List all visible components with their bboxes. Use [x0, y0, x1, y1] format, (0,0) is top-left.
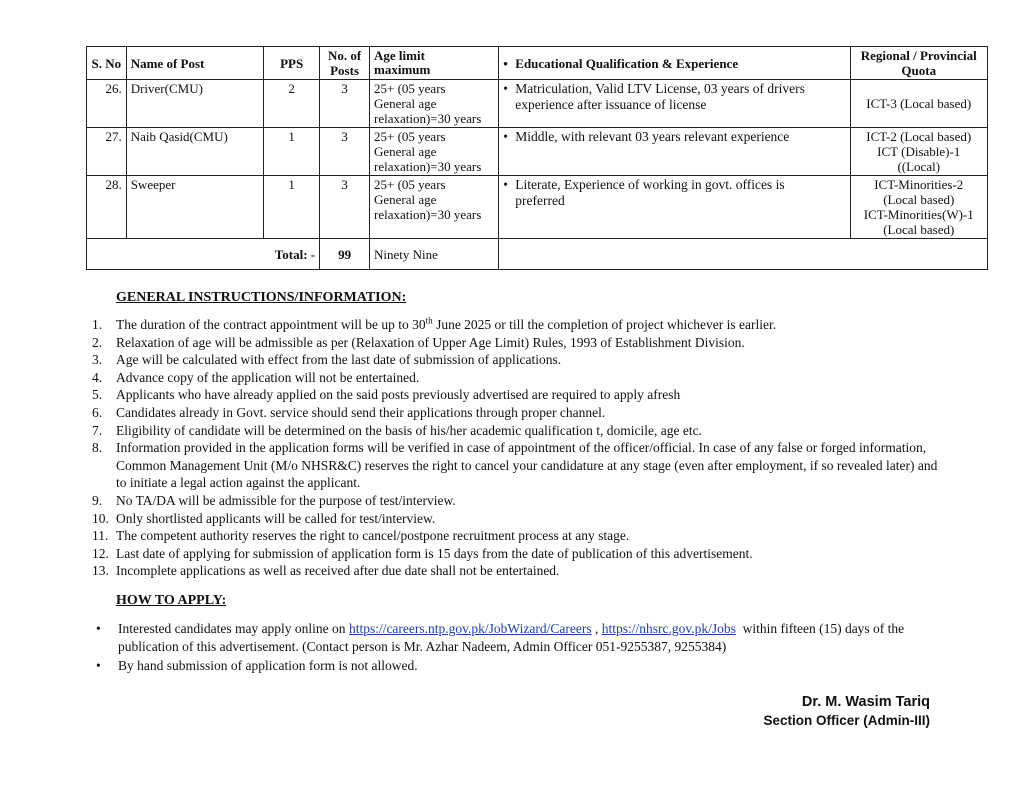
- list-item: [92, 439, 942, 492]
- item-text: By hand submission of application form is not allowed.: [118, 658, 418, 674]
- superscript: th: [425, 315, 433, 326]
- row-education: [499, 176, 850, 239]
- row-posts: 3: [320, 80, 370, 128]
- item-text: [118, 620, 946, 655]
- list-item: [92, 386, 942, 404]
- quota-line: ICT-Minorities(W)-1: [863, 207, 974, 222]
- how-to-apply-heading: HOW TO APPLY:: [116, 593, 227, 608]
- item-text-part: Interested candidates may apply online on: [118, 621, 346, 636]
- table-row: [87, 176, 988, 239]
- item-text-part: The duration of the contract appointment will be up to 30: [116, 317, 426, 332]
- list-item: [96, 620, 946, 655]
- item-number: 2.: [92, 334, 103, 350]
- age-line: 25+ (05 years: [374, 177, 446, 192]
- list-item: [92, 510, 942, 528]
- item-number: 7.: [92, 422, 103, 438]
- header-pps: PPS: [264, 47, 320, 80]
- row-posts: 3: [320, 128, 370, 176]
- row-pps: 1: [264, 176, 320, 239]
- item-text: Eligibility of candidate will be determined on the basis of his/her academic qualification t, domicile, age etc.: [116, 422, 702, 438]
- quota-line: ICT (Disable)-1: [877, 144, 961, 159]
- age-line: General age: [374, 96, 437, 111]
- item-text: Information provided in the application forms will be verified in case of appointment of the officer/official. In case of any false or forged information, Common Management Unit (M/o NHSR&C) reserves the right to cancel your candidature at any stage (even after employment, if so revealed later) and to initiate a legal action against the applicant.: [116, 440, 938, 491]
- education-text: Matriculation, Valid LTV License, 03 years of drivers experience after issuance of license: [515, 81, 805, 112]
- list-item: [92, 351, 942, 369]
- item-number: 12.: [92, 545, 109, 561]
- item-text: Last date of applying for submission of application form is 15 days from the date of publication of this advertisement.: [116, 545, 753, 561]
- age-line: General age: [374, 144, 437, 159]
- age-line: relaxation)=30 years: [374, 111, 482, 126]
- list-item: [92, 369, 942, 387]
- header-no-of-posts: No. of Posts: [320, 47, 370, 80]
- list-item: [92, 545, 942, 563]
- item-text: Applicants who have already applied on the said posts previously advertised are required to apply afresh: [116, 387, 681, 403]
- item-number: 5.: [92, 387, 103, 403]
- quota-line: (Local based): [883, 222, 955, 237]
- row-education: [499, 80, 850, 128]
- row-education: [499, 128, 850, 176]
- item-text: No TA/DA will be admissible for the purpose of test/interview.: [116, 492, 456, 508]
- item-number: 11.: [92, 528, 109, 544]
- row-quota: [850, 80, 987, 128]
- row-age: [370, 176, 499, 239]
- item-text: Advance copy of the application will not be entertained.: [116, 369, 420, 385]
- row-post-name: Driver(CMU): [126, 80, 263, 128]
- item-number: 1.: [92, 317, 103, 332]
- careers-ntp-link[interactable]: https://careers.ntp.gov.pk/JobWizard/Careers: [348, 621, 592, 636]
- row-age: [370, 128, 499, 176]
- quota-line: ICT-Minorities-2: [874, 177, 964, 192]
- row-post-name: Naib Qasid(CMU): [126, 128, 263, 176]
- age-line: 25+ (05 years: [374, 129, 446, 144]
- header-age-limit: [370, 47, 499, 80]
- list-item: [92, 422, 942, 440]
- row-quota: [850, 128, 987, 176]
- row-sno: 27.: [87, 128, 127, 176]
- quota-line: ICT-2 (Local based): [866, 129, 972, 144]
- total-label: Total: -: [87, 239, 320, 270]
- row-quota: [850, 176, 987, 239]
- item-text-part: June 2025 or till the completion of project whichever is earlier.: [432, 317, 777, 332]
- total-row: [87, 239, 988, 270]
- row-post-name: Sweeper: [126, 176, 263, 239]
- header-age-line1: Age limit: [374, 48, 425, 63]
- item-number: 8.: [92, 440, 103, 456]
- total-empty-cell: [499, 239, 988, 270]
- item-number: 13.: [92, 563, 109, 579]
- signatory-title: Section Officer (Admin-III): [763, 713, 930, 728]
- bullet-icon: •: [96, 621, 101, 636]
- header-age-line2: maximum: [374, 62, 431, 77]
- list-item: [92, 527, 942, 545]
- row-age: [370, 80, 499, 128]
- row-pps: 1: [264, 128, 320, 176]
- item-text: Age will be calculated with effect from the last date of submission of applications.: [116, 352, 562, 368]
- age-line: 25+ (05 years: [374, 81, 446, 96]
- item-number: 4.: [92, 369, 103, 385]
- header-name-of-post: Name of Post: [126, 47, 263, 80]
- quota-line: (Local based): [883, 192, 955, 207]
- total-words: Ninety Nine: [370, 239, 499, 270]
- quota-line: ((Local): [897, 159, 941, 174]
- header-sno: S. No: [87, 47, 127, 80]
- bullet-icon: •: [503, 55, 508, 71]
- item-number: 10.: [92, 510, 109, 526]
- item-text: Relaxation of age will be admissible as per (Relaxation of Upper Age Limit) Rules, 1993 of Establishment Division.: [116, 334, 745, 350]
- general-instructions-list: [92, 316, 942, 580]
- bullet-icon: •: [503, 81, 509, 96]
- row-posts: 3: [320, 176, 370, 239]
- link-separator: ,: [594, 621, 599, 636]
- list-item: [92, 316, 942, 334]
- total-value: 99: [320, 239, 370, 270]
- row-sno: 26.: [87, 80, 127, 128]
- header-education-label: Educational Qualification & Experience: [515, 55, 739, 71]
- bullet-icon: •: [503, 129, 509, 144]
- item-text: [116, 316, 942, 334]
- item-number: 9.: [92, 492, 103, 508]
- row-sno: 28.: [87, 176, 127, 239]
- quota-line: ICT-3 (Local based): [866, 96, 972, 111]
- row-pps: 2: [264, 80, 320, 128]
- education-text: Middle, with relevant 03 years relevant experience: [515, 129, 790, 144]
- list-item: [92, 404, 942, 422]
- age-line: relaxation)=30 years: [374, 207, 482, 222]
- age-line: relaxation)=30 years: [374, 159, 482, 174]
- item-text: Incomplete applications as well as received after due date shall not be entertained.: [116, 563, 560, 579]
- table-header-row: [87, 47, 988, 80]
- header-education: [499, 47, 850, 80]
- how-to-apply-list: [96, 620, 946, 677]
- signatory-name: Dr. M. Wasim Tariq: [801, 694, 930, 710]
- nhsrc-jobs-link[interactable]: https://nhsrc.gov.pk/Jobs: [601, 621, 736, 636]
- list-item: [96, 657, 946, 675]
- header-quota: Regional / Provincial Quota: [850, 47, 987, 80]
- item-text: The competent authority reserves the right to cancel/postpone recruitment process at any stage.: [116, 528, 630, 544]
- item-number: 3.: [92, 352, 103, 368]
- general-instructions-heading: GENERAL INSTRUCTIONS/INFORMATION:: [116, 290, 407, 305]
- item-number: 6.: [92, 404, 103, 420]
- item-text: Only shortlisted applicants will be called for test/interview.: [116, 510, 436, 526]
- education-text: Literate, Experience of working in govt. offices is preferred: [515, 177, 785, 208]
- item-text-part: within fifteen (15) days of the publication of this advertisement. (Contact person is Mr. Azhar Nadeem, Admin Officer 051-9255387, 9255384): [118, 621, 905, 654]
- list-item: [92, 562, 942, 580]
- age-line: General age: [374, 192, 437, 207]
- bullet-icon: •: [96, 658, 101, 674]
- bullet-icon: •: [503, 177, 509, 192]
- list-item: [92, 492, 942, 510]
- posts-table: [86, 46, 988, 270]
- table-row: [87, 80, 988, 128]
- table-row: [87, 128, 988, 176]
- item-text: Candidates already in Govt. service should send their applications through proper channel.: [116, 404, 606, 420]
- list-item: [92, 334, 942, 352]
